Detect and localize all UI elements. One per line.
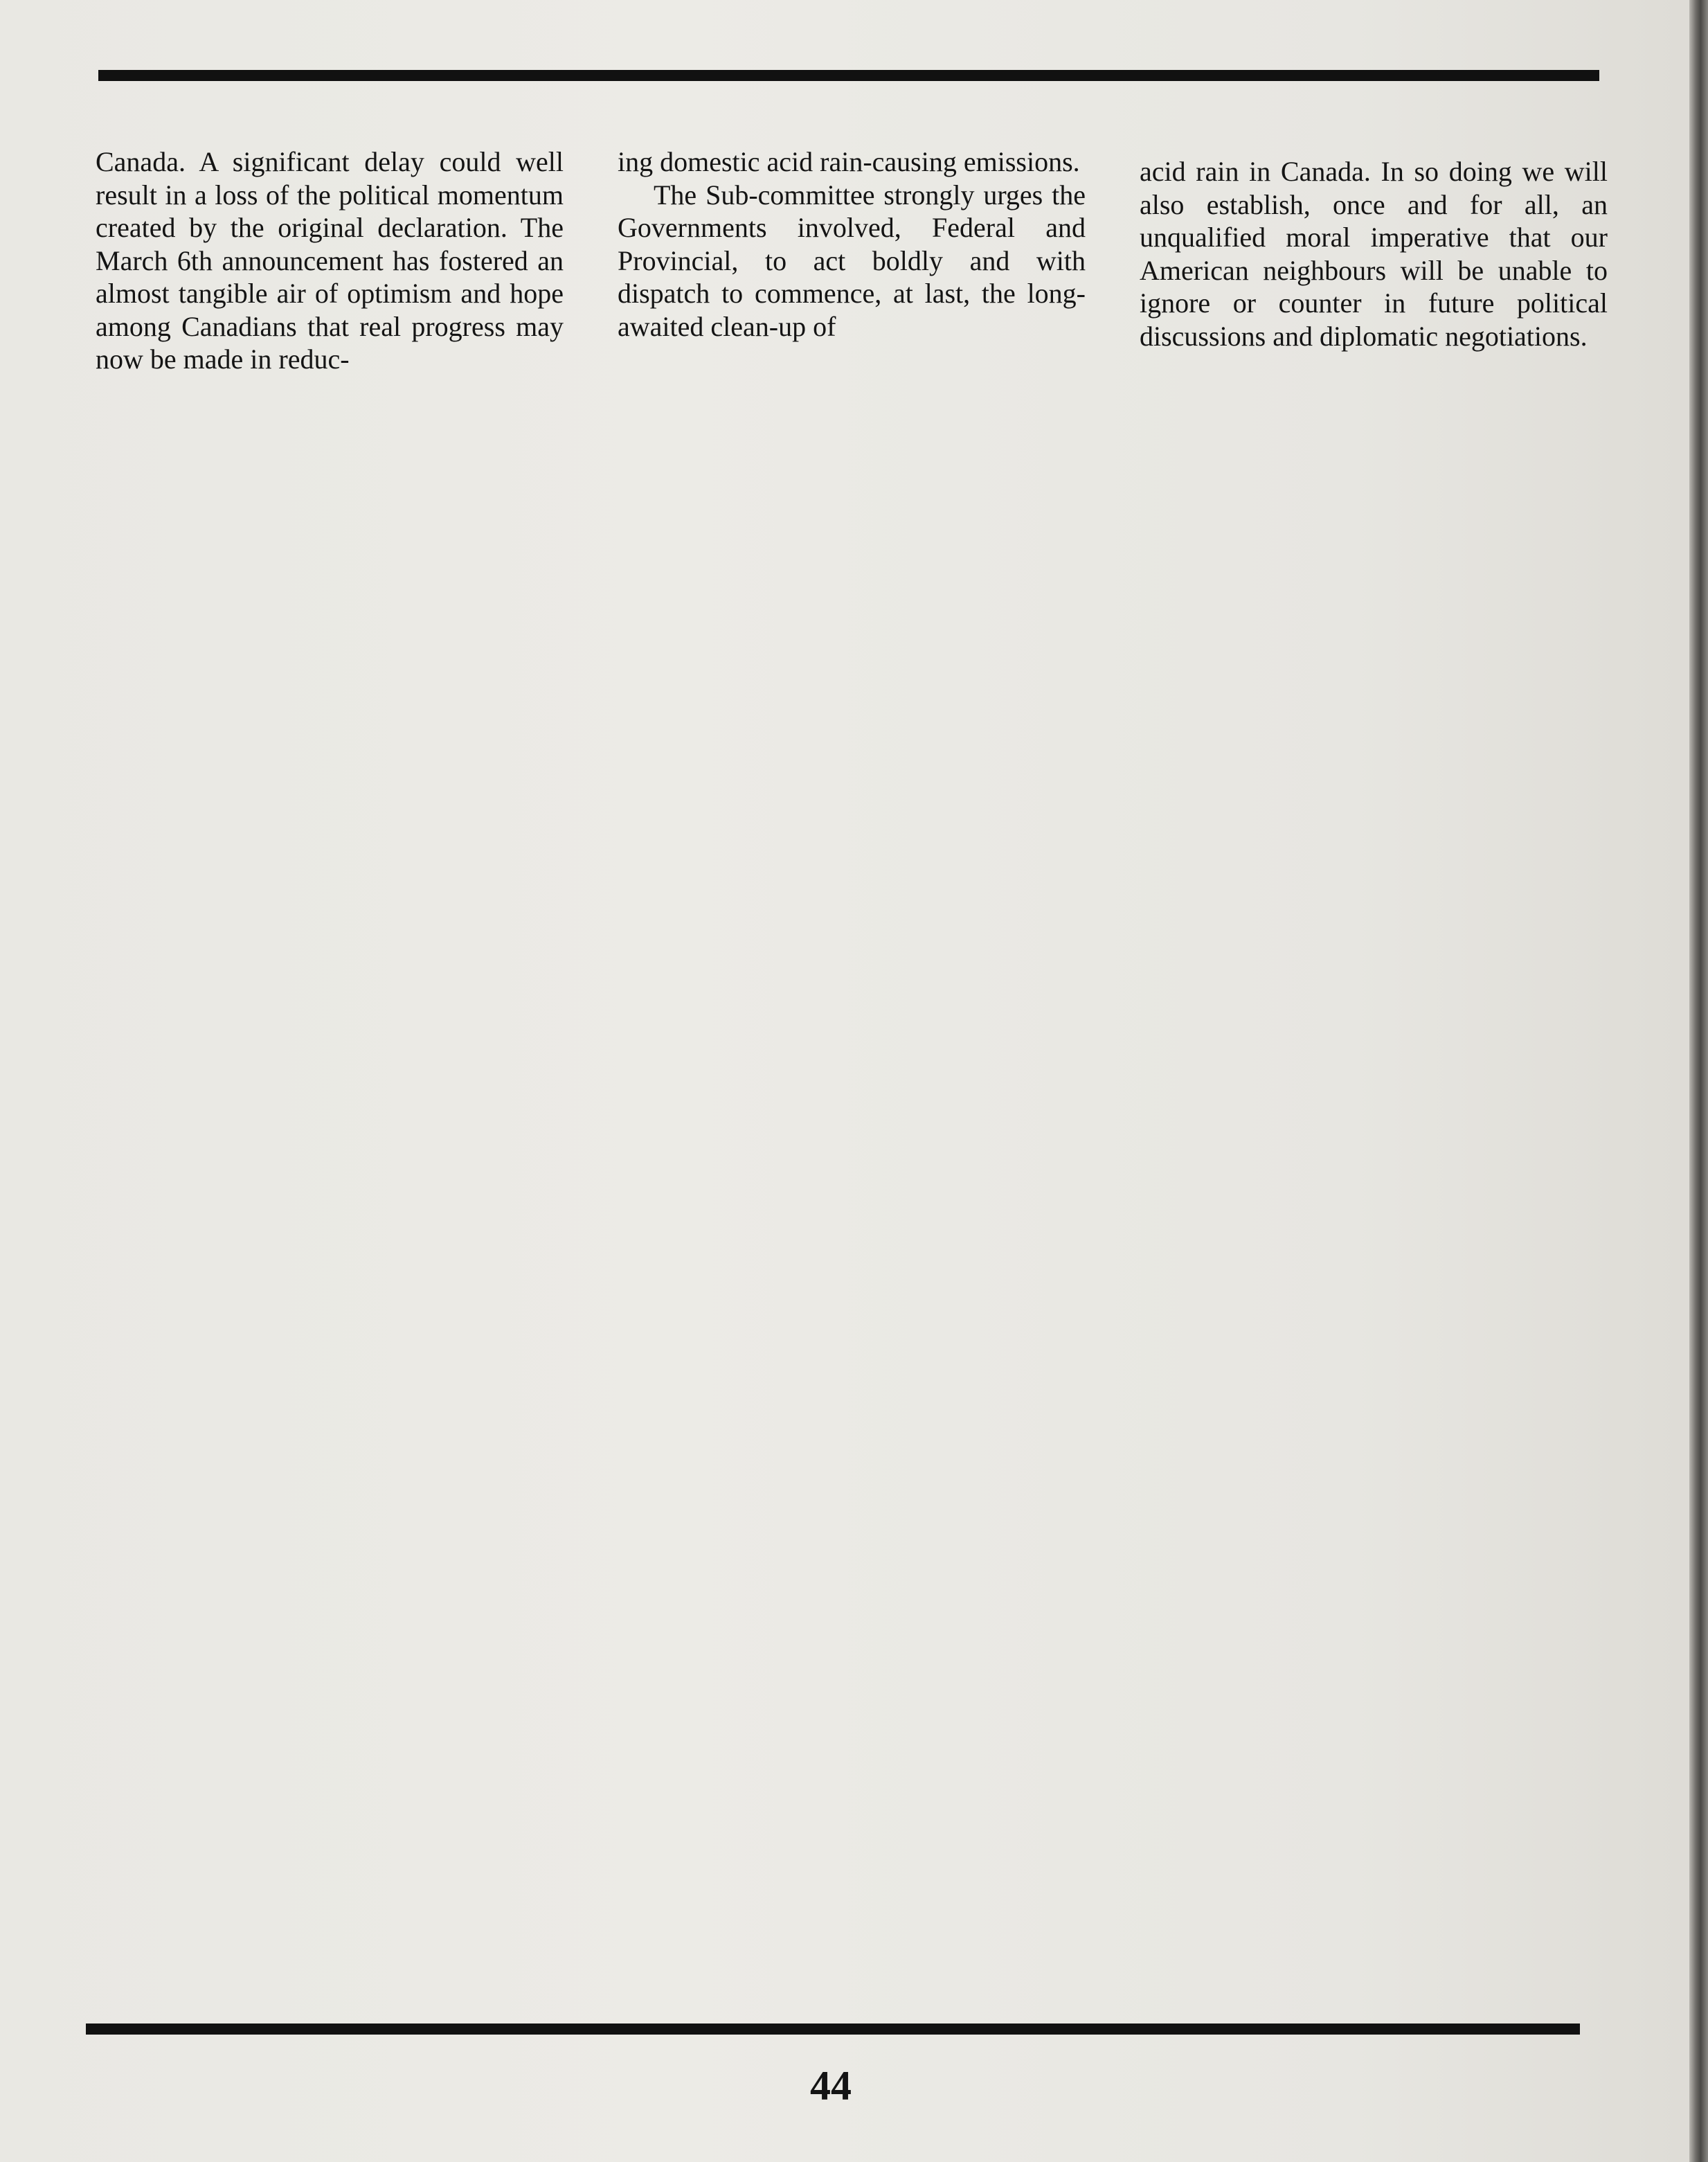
book-binding-edge [1689, 0, 1708, 2162]
paragraph: The Sub-committee strongly urges the Governments involved, Federal and Provincial, to act boldly and with dispatch to commence, at last, the long-awaited clean-up of [618, 179, 1086, 342]
text-column-middle [618, 145, 1086, 343]
page-number: 44 [810, 2063, 852, 2109]
text-column-right [1140, 155, 1608, 352]
text-column-left [96, 145, 564, 376]
top-rule [98, 70, 1599, 81]
paragraph: Canada. A significant delay could well result in a loss of the political momentum created by the original declaration. The March 6th announcement has fostered an almost tangible air of optimism and hope among Canadians that real progress may now be made in reduc- [96, 146, 564, 375]
bottom-rule [86, 2023, 1580, 2035]
paragraph: acid rain in Canada. In so doing we will also establish, once and for all, an unqualified moral imperative that our American neighbours will be unable to ignore or counter in future political discussions and diplomatic negotiations. [1140, 156, 1608, 352]
paragraph: ing domestic acid rain-causing emissions. [618, 146, 1080, 177]
